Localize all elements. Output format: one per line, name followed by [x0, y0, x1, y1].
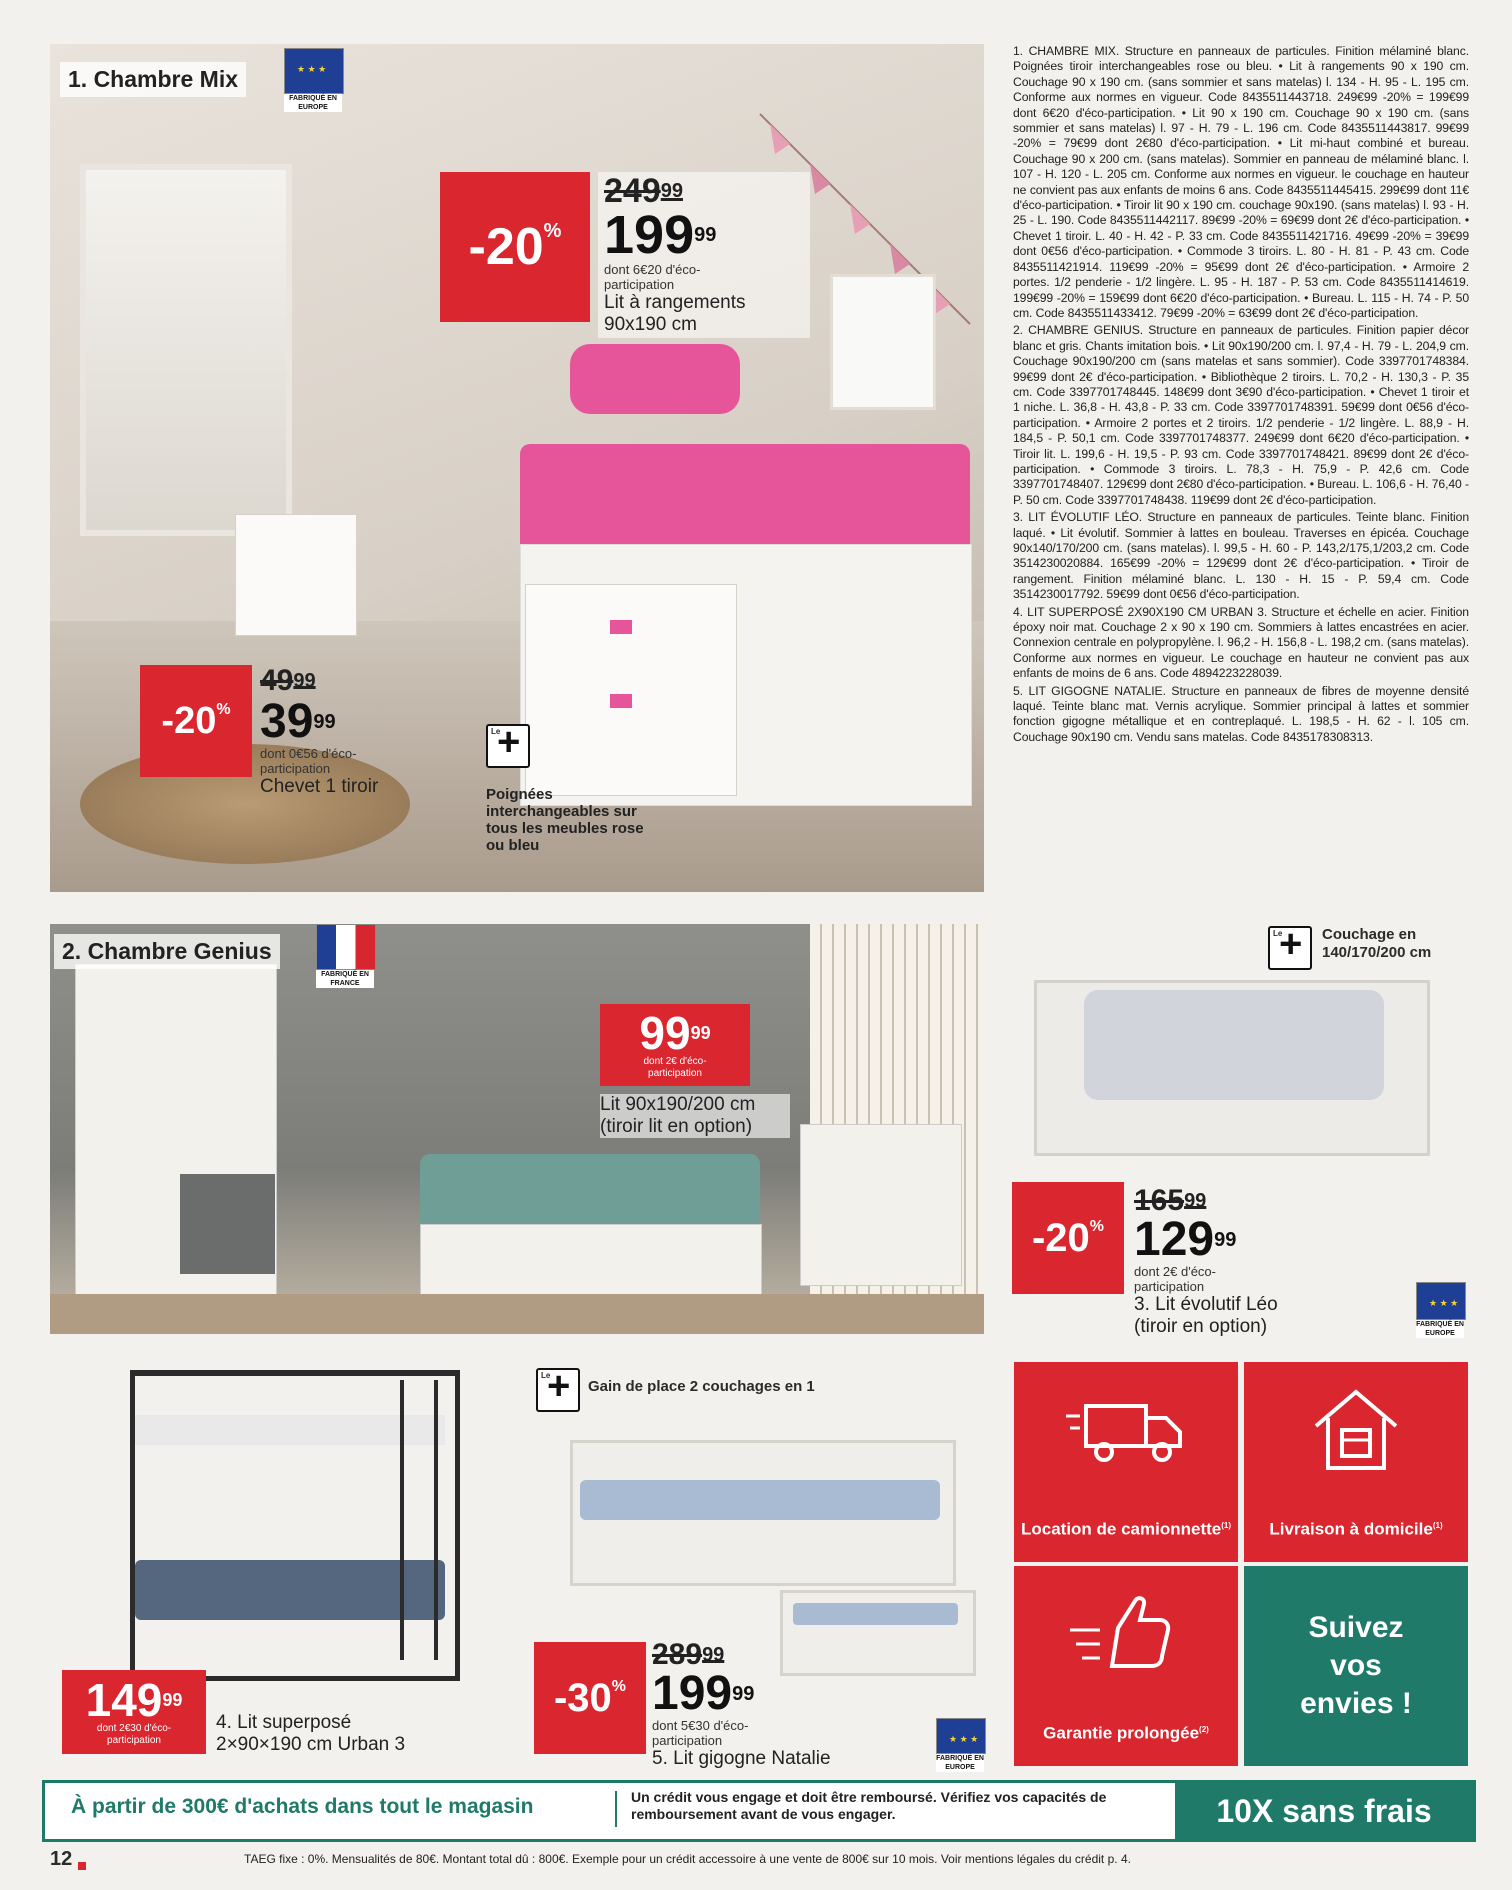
section-title-chambre-genius: 2. Chambre Genius	[54, 934, 280, 969]
window-illustration	[80, 164, 292, 536]
product-name: 4. Lit superposé 2×90×190 cm Urban 3	[216, 1712, 406, 1755]
new-price: 199	[652, 1667, 733, 1720]
eco-participation: dont 5€30 d'éco-participation	[652, 1718, 749, 1748]
legal-footer: TAEG fixe : 0%. Mensualités de 80€. Montant total dû : 800€. Exemple pour un crédit accessoire à une vente de 800€ sur 10 mois. Voir mentions légales du crédit p. 4.	[244, 1852, 1131, 1866]
percent-sign: %	[611, 1678, 627, 1695]
page-number: 12	[50, 1848, 73, 1870]
discount-badge	[440, 172, 590, 322]
flag-caption: FABRIQUÉ EN EUROPE	[284, 94, 342, 112]
new-price: 39	[260, 695, 314, 748]
flag-caption: FABRIQUÉ EN EUROPE	[936, 1755, 984, 1771]
feature-text: Poignées interchangeables sur tous les meubles rose ou bleu	[486, 786, 644, 854]
price-badge	[62, 1670, 206, 1754]
section-title-chambre-mix: 1. Chambre Mix	[60, 62, 246, 97]
discount-value: -30	[553, 1675, 612, 1720]
daybed-image	[560, 1420, 960, 1590]
discount-badge	[140, 665, 252, 777]
service-tile-suivez-vos-envies[interactable]	[1244, 1566, 1468, 1766]
credit-bar	[42, 1780, 1476, 1842]
daybed-mattress-illustration	[580, 1480, 940, 1520]
credit-bar-right-text: 10X sans frais	[1175, 1783, 1473, 1839]
new-price-cents: 99	[162, 1690, 183, 1710]
eco-participation: dont 2€ d'éco-participation	[1134, 1264, 1216, 1294]
old-price: 49	[260, 664, 294, 697]
service-tile-garantie-prolongee[interactable]	[1014, 1566, 1238, 1766]
old-price-cents: 99	[293, 670, 316, 692]
discount-badge	[534, 1642, 646, 1754]
credit-bar-middle-text: Un crédit vous engage et doit être remboursé. Vérifiez vos capacités de remboursement avant de vous engager.	[631, 1789, 1107, 1822]
bedding-illustration	[1084, 990, 1384, 1100]
wardrobe-drawer-illustration	[180, 1174, 275, 1274]
credit-bar-left-text: À partir de 300€ d'achats dans tout le magasin	[71, 1795, 534, 1818]
discount-badge	[1012, 1182, 1124, 1294]
service-note: (1)	[1432, 1521, 1443, 1531]
details-chambre-mix: 1. CHAMBRE MIX. Structure en panneaux de particules. Finition mélaminé blanc. Poignées tiroir interchangeables rose ou bleu. • Lit à rangements 90 x 190 cm. Couchage 90 x 190 cm. (sans sommier et sans matelas) l. 134 - H. 95 - L. 195 cm. Conforme aux normes en vigueur. Code 8435511443718. 249€99 -20% = 199€99 dont 6€20 d'éco-participation. • Lit 90 x 190 cm. Couchage 90 x 190 cm. (sans sommier et sans matelas) l. 97 - H. 79 - L. 196 cm. Code 8435511443817. 99€99 -20% = 79€99 dont 2€80 d'éco-participation. • Lit mi-haut combiné et bureau. Couchage 90 x 200 cm. (sans matelas). Sommier en panneau de mélaminé blanc. l. 107 - H. 120 - L. 205 cm. Conforme aux normes en vigueur. le couchage en hauteur ne convient pas aux enfants de moins 6 ans. Code 8435511445415. 299€99 dont 11€ d'éco-participation. • Tiroir lit 90 x 190 cm. couchage 90x190. (sans matelas) l. 93 - H. 25 - L. 190. Code 8435511442117. 89€99 -20% = 69€99 dont 2€ d'éco-participation. • Chevet 1 tiroir. L. 40 - H. 42 - P. 33 cm. Code 8435511421716. 49€99 -20% = 39€99 dont 0€56 d'éco-participation. • Commode 3 tiroirs. L. 80 - H. 81 - P. 43 cm. Code 8435511421914. 119€99 -20% = 95€99 dont 2€ d'éco-participation. • Armoire 2 portes. 1/2 penderie - 1/2 lingère. L. 95 - H. 187 - P. 53 cm. Code 8435511414619. 199€99 -20% = 159€99 dont 6€20 d'éco-participation. • Bureau. L. 115 - H. 74 - P. 50 cm. Code 8435511433412. 79€99 -20% = 63€99 dont 2€ d'éco-participation.	[1013, 44, 1469, 320]
trundle-mattress-illustration	[793, 1603, 958, 1625]
flag-caption: FABRIQUÉ EN FRANCE	[316, 970, 374, 988]
le-plus-icon	[486, 724, 530, 768]
product-name: 3. Lit évolutif Léo (tiroir en option)	[1134, 1294, 1278, 1337]
truck-icon	[1066, 1398, 1186, 1468]
ladder-illustration	[400, 1380, 438, 1660]
drawer-unit-illustration	[525, 584, 737, 796]
details-chambre-genius: 2. CHAMBRE GENIUS. Structure en panneaux de particules. Finition papier décor blanc et gris. Chants imitation bois. • Lit 90x190/200 cm. l. 97,4 - H. 79 - L. 204,9 cm. Couchage 90x190/200 cm (sans matelas et sans sommier). Code 3397701748384. 99€99 dont 2€ d'éco-participation. • Bibliothèque 2 tiroirs. L. 70,2 - H. 130,3 - P. 35 cm. Code 3397701748445. 148€99 dont 3€90 d'éco-participation. • Chevet 1 tiroir et 1 niche. L. 36,8 - H. 43,8 - P. 33 cm. Code 3397701748391. 59€99 dont 0€56 d'éco-participation. • Armoire 2 portes et 2 tiroirs. 1/2 penderie - 1/2 lingère. L. 88,9 - H. 184,5 - P. 50,1 cm. Code 3397701748377. 249€99 dont 6€20 d'éco-participation. • Tiroir lit. L. 199,6 - H. 19,5 - P. 93 cm. Code 3397701748421. 89€99 dont 2€ d'éco-participation. • Commode 3 tiroirs. L. 78,3 - H. 75,9 - P. 42,6 cm. Code 3397701748407. 129€99 dont 2€80 d'éco-participation. • Bureau. L. 106,6 - H. 76,40 - P. 50 cm. Code 3397701748438. 119€99 dont 2€ d'éco-participation.	[1013, 323, 1469, 507]
eco-participation: dont 2€30 d'éco-participation	[96, 1723, 172, 1746]
new-price: 199	[604, 205, 695, 265]
percent-sign: %	[1089, 1218, 1105, 1235]
chambre-genius-photo	[50, 924, 984, 1334]
new-price: 149	[85, 1674, 163, 1726]
pillow-illustration	[570, 344, 740, 414]
price-block-chevet	[260, 664, 400, 798]
old-price: 289	[652, 1638, 703, 1671]
service-label: Location de camionnette	[1020, 1520, 1222, 1539]
percent-sign: %	[543, 220, 562, 242]
product-name: 5. Lit gigogne Natalie	[652, 1748, 831, 1769]
discount-value: -20	[1031, 1215, 1090, 1260]
service-tile-livraison-domicile[interactable]	[1244, 1362, 1468, 1562]
home-delivery-icon	[1306, 1386, 1406, 1476]
bottom-blanket-illustration	[135, 1560, 445, 1620]
floor-illustration	[50, 1294, 984, 1334]
eu-flag-icon	[936, 1718, 986, 1754]
le-plus-icon	[536, 1368, 580, 1412]
old-price-cents: 99	[1184, 1190, 1207, 1212]
page-number-dot	[78, 1862, 86, 1870]
thumbs-up-icon	[1066, 1596, 1186, 1676]
price-block-lit-gigogne	[652, 1640, 872, 1770]
new-price-cents: 99	[313, 711, 336, 733]
service-label: Suivez vos envies !	[1300, 1611, 1412, 1720]
product-name: Chevet 1 tiroir	[260, 776, 379, 797]
bunk-bed-image	[110, 1360, 470, 1680]
eu-flag-icon	[284, 48, 344, 94]
dresser-illustration	[800, 1124, 962, 1286]
discount-value: -20	[468, 218, 544, 276]
old-price: 249	[604, 172, 661, 210]
new-price: 99	[639, 1007, 691, 1059]
eco-participation: dont 2€ d'éco-participation	[643, 1056, 707, 1079]
new-price-cents: 99	[690, 1023, 711, 1043]
top-mattress-illustration	[135, 1415, 445, 1445]
product-name: Lit 90x190/200 cm (tiroir lit en option)	[600, 1094, 790, 1138]
nightstand-illustration	[235, 514, 357, 636]
eco-participation: dont 6€20 d'éco-participation	[604, 262, 701, 292]
service-label: Livraison à domicile	[1269, 1520, 1433, 1539]
details-lit-superpose: 4. LIT SUPERPOSÉ 2X90X190 CM URBAN 3. Structure et échelle en acier. Finition époxy noir mat. Couchage 2 x 90 x 190 cm. Sommiers à lattes encastrées en acier. Connexion centrale en polypropylène. l. 96,2 - H. 156,8 - L. 198,2 cm. (sans matelas). Conforme aux normes en vigueur. Le couchage en hauteur ne convient pas aux enfants de moins de 6 ans. Code 4894223228039.	[1013, 604, 1469, 681]
service-note: (1)	[1221, 1521, 1232, 1531]
credit-bar-divider	[615, 1791, 617, 1827]
feature-text: Couchage en 140/170/200 cm	[1322, 926, 1432, 961]
eu-flag-icon	[1416, 1282, 1466, 1320]
product-details-column	[1013, 44, 1469, 745]
new-price-cents: 99	[694, 224, 717, 246]
flag-caption: FABRIQUÉ EN EUROPE	[1416, 1321, 1464, 1337]
old-price: 165	[1134, 1184, 1185, 1217]
percent-sign: %	[216, 701, 231, 718]
service-tile-location-camionnette[interactable]	[1014, 1362, 1238, 1562]
price-block-lit-evolutif	[1134, 1186, 1334, 1338]
new-price-cents: 99	[1214, 1229, 1237, 1251]
old-price-cents: 99	[660, 180, 683, 202]
lit-evolutif-image	[1024, 940, 1434, 1190]
new-price-cents: 99	[732, 1683, 755, 1705]
france-flag-icon	[316, 924, 376, 970]
feature-text: Gain de place 2 couchages en 1	[588, 1378, 815, 1395]
old-price-cents: 99	[702, 1644, 725, 1666]
koala-poster-illustration	[830, 274, 936, 410]
new-price: 129	[1134, 1213, 1215, 1266]
details-lit-gigogne: 5. LIT GIGOGNE NATALIE. Structure en panneaux de fibres de moyenne densité laqué. Teinte blanc mat. Vernis acrylique. Sommier principal à lattes et sommier fonction gigogne métallique et en contreplaqué. L. 198,5 - H. 62 - l. 105 cm. Couchage 90x190 cm. Vendu sans matelas. Code 8435178308313.	[1013, 683, 1469, 744]
service-note: (2)	[1199, 1725, 1209, 1735]
eco-participation: dont 0€56 d'éco-participation	[260, 746, 357, 776]
le-plus-icon	[1268, 926, 1312, 970]
service-label: Garantie prolongée	[1043, 1724, 1200, 1743]
drawer-handle-icon	[610, 694, 632, 708]
details-lit-evolutif: 3. LIT ÉVOLUTIF LÉO. Structure en panneaux de particules. Teinte blanc. Finition laqué. • Lit évolutif. Sommier à lattes en bouleau. Traverses en épicéa. Couchage 90x140/170/200 cm. (sans matelas). l. 99,5 - H. 60 - P. 143,2/175,1/203,2 cm. Code 3514230020884. 165€99 -20% = 129€99 dont 2€ d'éco-participation. • Tiroir de rangement. Finition mélaminé blanc. L. 130 - H. 15 - P. 59,4 cm. Code 3514230017792. 59€99 dont 0€56 d'éco-participation.	[1013, 510, 1469, 602]
price-badge	[600, 1004, 750, 1086]
discount-value: -20	[161, 699, 217, 742]
drawer-handle-icon	[610, 620, 632, 634]
price-block-lit-rangements	[598, 172, 810, 338]
product-name: Lit à rangements 90x190 cm	[604, 292, 746, 335]
